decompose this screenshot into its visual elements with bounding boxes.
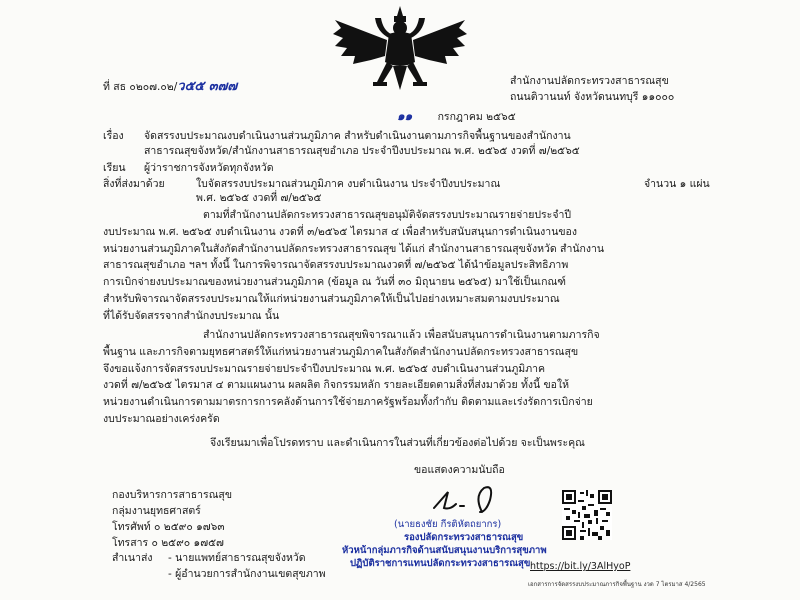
short-url[interactable]: https://bit.ly/3AlHyoP bbox=[530, 561, 631, 572]
salutation-value: ผู้ว่าราชการจังหวัดทุกจังหวัด bbox=[144, 162, 274, 174]
cc-recipient-2: - ผู้อำนวยการสำนักงานเขตสุขภาพ bbox=[168, 568, 326, 580]
date-month-year: กรกฎาคม ๒๕๖๕ bbox=[437, 111, 516, 123]
paragraph-line: งบประมาณ พ.ศ. ๒๕๖๕ งบดำเนินงาน งวดที่ ๓/๒๕๖๕ ไตรมาส ๔ เพื่อสำหรับสนับสนุนการดำเนินงานของ bbox=[103, 225, 577, 238]
closing-regards: ขอแสดงความนับถือ bbox=[414, 464, 505, 476]
qr-short-link[interactable] bbox=[530, 560, 630, 573]
signatory-title-3: ปฏิบัติราชการแทนปลัดกระทรวงสาธารณสุข bbox=[350, 558, 531, 569]
garuda-emblem-icon bbox=[331, 4, 469, 94]
signatory-title-1: รองปลัดกระทรวงสาธารณสุข bbox=[404, 532, 524, 543]
salutation-label: เรียน bbox=[103, 162, 126, 174]
paragraph-line: สำหรับพิจารณาจัดสรรงบประมาณให้แก่หน่วยงานส่วนภูมิภาคให้เป็นไปอย่างเหมาะสมตามงบประมาณ bbox=[103, 292, 560, 305]
paragraph-line: พื้นฐาน และภารกิจตามยุทธศาสตร์ให้แก่หน่วยงานส่วนภูมิภาคในสังกัดสำนักงานปลัดกระทรวงสาธารณสุข bbox=[103, 345, 579, 358]
signatory-title-2: หัวหน้ากลุ่มภารกิจด้านสนับสนุนงานบริการสุขภาพ bbox=[342, 545, 547, 556]
date-day-handwritten: ๑๑ bbox=[397, 109, 413, 123]
paragraph-line: งวดที่ ๗/๒๕๖๕ ไตรมาส ๔ ตามแผนงาน ผลผลิต กิจกรรมหลัก รายละเอียดตามสิ่งที่ส่งมาด้วย ทั้งนี้ ขอให้ bbox=[103, 379, 570, 392]
closing-request: จึงเรียนมาเพื่อโปรดทราบ และดำเนินการในส่วนที่เกี่ยวข้องต่อไปด้วย จะเป็นพระคุณ bbox=[210, 437, 585, 449]
footer-division: กองบริหารการสาธารณสุข bbox=[112, 489, 233, 501]
paragraph-line: งบประมาณอย่างเคร่งครัด bbox=[103, 412, 220, 425]
paragraph-line: จึงขอแจ้งการจัดสรรงบประมาณรายจ่ายประจำปีงบประมาณ พ.ศ. ๒๕๖๕ งบดำเนินงานส่วนภูมิภาค bbox=[103, 362, 546, 375]
footer-group: กลุ่มงานยุทธศาสตร์ bbox=[112, 505, 201, 517]
subject-line2: สาธารณสุขจังหวัด/สำนักงานสาธารณสุขอำเภอ ประจำปีงบประมาณ พ.ศ. ๒๕๖๕ งวดที่ ๗/๒๕๖๕ bbox=[144, 145, 580, 157]
cc-label: สำเนาส่ง bbox=[112, 552, 153, 564]
reference-number bbox=[103, 80, 237, 94]
qr-code-icon[interactable] bbox=[560, 490, 614, 540]
signatory-name: (นายธงชัย กีรติหัตถยากร) bbox=[394, 519, 502, 530]
reference-prefix: ที่ สธ ๐๒๐๗.๐๒/ bbox=[103, 81, 178, 93]
paragraph-line: ที่ได้รับจัดสรรจากสำนักงบประมาณ นั้น bbox=[103, 309, 280, 322]
attachment-label: สิ่งที่ส่งมาด้วย bbox=[103, 178, 165, 190]
footer-caption: เอกสารการจัดสรรงบประมาณภารกิจพื้นฐาน งวด 7 ไตรมาส 4/2565 bbox=[528, 581, 706, 588]
body-paragraph-2 bbox=[103, 327, 735, 428]
reference-handwritten-number: ว๕๕ ๓๗๗ bbox=[177, 79, 238, 94]
footer-fax: โทรสาร ๐ ๒๕๙๐ ๑๗๕๗ bbox=[112, 537, 224, 549]
footer-phone: โทรศัพท์ ๐ ๒๕๙๐ ๑๗๖๓ bbox=[112, 521, 225, 533]
office-address-line1: สำนักงานปลัดกระทรวงสาธารณสุข bbox=[510, 75, 669, 87]
subject-label: เรื่อง bbox=[103, 130, 124, 142]
cc-recipient-1: - นายแพทย์สาธารณสุขจังหวัด bbox=[168, 552, 306, 564]
subject-line1: จัดสรรงบประมาณงบดำเนินงานส่วนภูมิภาค สำหรับดำเนินงานตามภารกิจพื้นฐานของสำนักงาน bbox=[144, 130, 571, 142]
paragraph-line: การเบิกจ่ายงบประมาณของหน่วยงานส่วนภูมิภาค (ข้อมูล ณ วันที่ ๓๐ มิถุนายน ๒๕๖๕) มาใช้เป็นเกณฑ์ bbox=[103, 276, 566, 289]
attachment-count: จำนวน ๑ แผ่น bbox=[644, 178, 710, 190]
attachment-line1: ใบจัดสรรงบประมาณส่วนภูมิภาค งบดำเนินงาน ประจำปีงบประมาณ bbox=[196, 178, 501, 190]
paragraph-line: หน่วยงานดำเนินการตามมาตรการการคลังด้านการใช้จ่ายภาครัฐพร้อมทั้งกำกับ ติดตามและเร่งรัดการเบิกจ่าย bbox=[103, 396, 593, 409]
body-paragraph-1 bbox=[103, 207, 735, 325]
paragraph-line: สำนักงานปลัดกระทรวงสาธารณสุขพิจารณาแล้ว เพื่อสนับสนุนการดำเนินงานตามภารกิจ bbox=[203, 329, 600, 341]
paragraph-line: สาธารณสุขอำเภอ ฯลฯ ทั้งนี้ ในการพิจารณาจัดสรรงบประมาณงวดที่ ๗/๒๕๖๕ ได้นำข้อมูลประสิทธิภาพ bbox=[103, 259, 569, 272]
handwritten-signature bbox=[430, 482, 510, 518]
paragraph-line: หน่วยงานส่วนภูมิภาคในสังกัดสำนักงานปลัดกระทรวงสาธารณสุข ได้แก่ สำนักงานสาธารณสุขจังหวัด สำนักงาน bbox=[103, 242, 605, 255]
attachment-line2: พ.ศ. ๒๕๖๕ งวดที่ ๗/๒๕๖๕ bbox=[196, 192, 322, 204]
paragraph-line: ตามที่สำนักงานปลัดกระทรวงสาธารณสุขอนุมัติจัดสรรงบประมาณรายจ่ายประจำปี bbox=[203, 209, 572, 221]
office-address-line2: ถนนติวานนท์ จังหวัดนนทบุรี ๑๑๐๐๐ bbox=[510, 91, 675, 103]
date bbox=[397, 110, 516, 124]
